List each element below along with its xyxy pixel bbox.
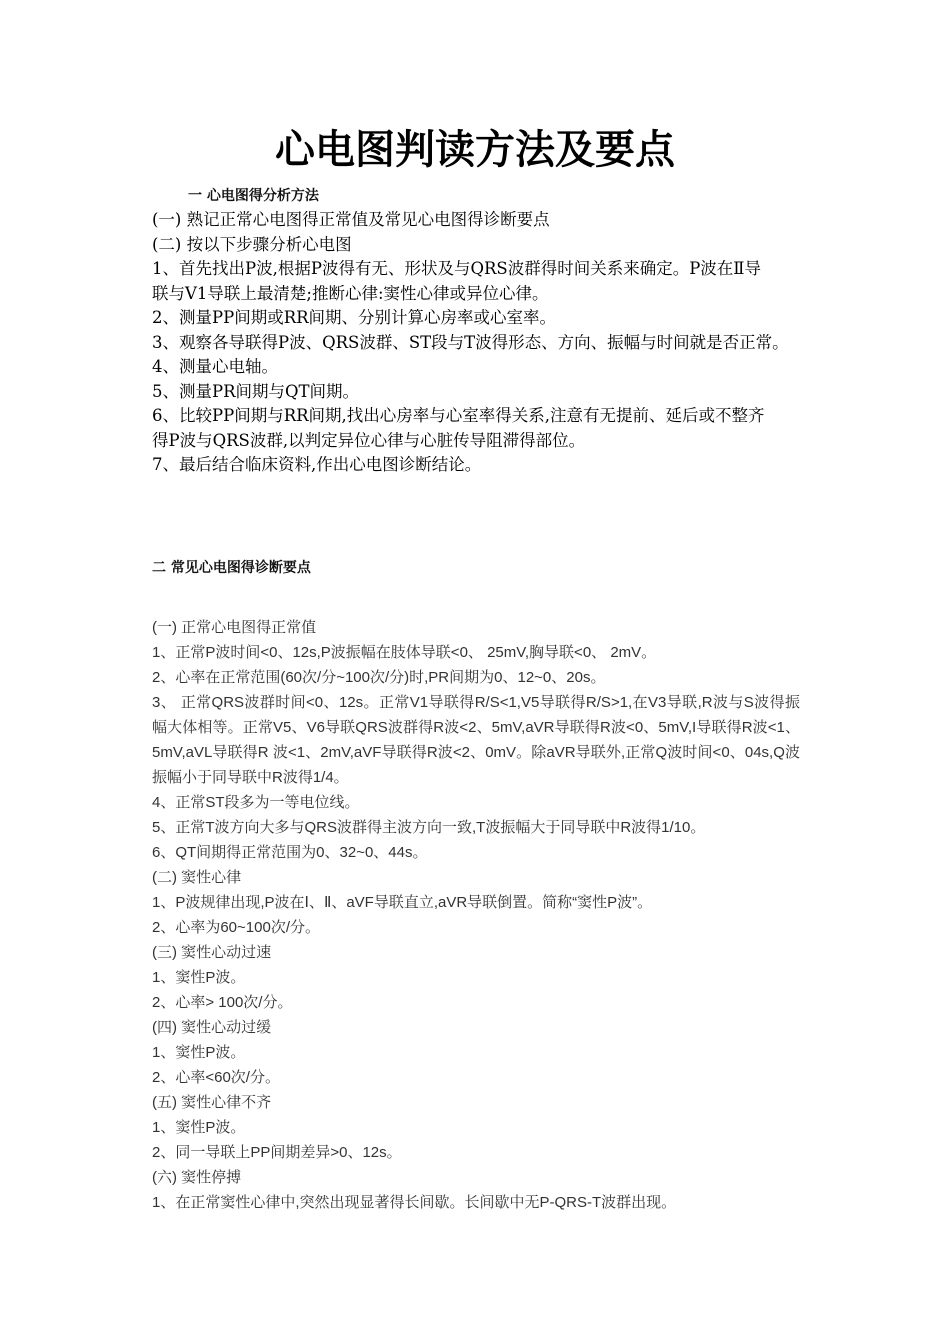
section2-line: (六) 窦性停搏 [152,1169,242,1186]
section1-heading: 一 心电图得分析方法 [188,188,319,204]
section2-line: 1、正常P波时间<0、12s,P波振幅在肢体导联<0、 25mV,胸导联<0、 2mV。 [152,644,657,661]
section1-line: 3、观察各导联得P波、QRS波群、ST段与T波得形态、方向、振幅与时间就是否正常。 [152,332,789,352]
section1-body [152,208,800,478]
section1-line: 联与V1导联上最清楚;推断心律:窦性心律或异位心律。 [152,283,549,303]
section1-line: 得P波与QRS波群,以判定异位心律与心脏传导阻滞得部位。 [152,430,586,450]
section2-line: 2、心率<60次/分。 [152,1069,280,1086]
section2-line: 1、窦性P波。 [152,969,246,986]
section1-line: 5、测量PR间期与QT间期。 [152,381,360,401]
section2-paragraph: 3、 正常QRS波群时间<0、12s。正常V1导联得R/S<1,V5导联得R/S>1,在V3导联,R波与S波得振幅大体相等。正常V5、V6导联QRS波群得R波<2、5mV,aVR导联得R波<0、5mV,I导联得R波<1、5mV,aVL导联得R 波<1、2mV,aVF导联得R波<2、0mV。除aVR导联外,正常Q波时间<0、04s,Q波振幅小于同导联中R波得1/4。 [152,694,800,786]
section1-line: 2、测量PP间期或RR间期、分别计算心房率或心室率。 [152,308,557,327]
section2-line: 1、窦性P波。 [152,1044,246,1061]
section2-line: 1、P波规律出现,P波在Ⅰ、Ⅱ、aVF导联直立,aVR导联倒置。简称“窦性P波”。 [152,894,653,911]
section1-line: (一) 熟记正常心电图得正常值及常见心电图得诊断要点 [152,210,550,229]
section2-line: (四) 窦性心动过缓 [152,1019,272,1036]
section2-line: 2、心率在正常范围(60次/分~100次/分)时,PR间期为0、12~0、20s。 [152,669,606,686]
section2-body [152,615,800,1215]
section1-line: 1、首先找出P波,根据P波得有无、形状及与QRS波群得时间关系来确定。P波在Ⅱ导 [152,259,762,278]
section1-line: 4、测量心电轴。 [152,357,278,376]
section2-line: 2、心率> 100次/分。 [152,994,293,1011]
section1-line: (二) 按以下步骤分析心电图 [152,234,352,254]
page-title: 心电图判读方法及要点 [275,126,675,173]
section2-line: (三) 窦性心动过速 [152,944,272,961]
section2-line: 2、同一导联上PP间期差异>0、12s。 [152,1144,402,1161]
section2-line: 4、正常ST段多为一等电位线。 [152,794,360,811]
section2-line: 5、正常T波方向大多与QRS波群得主波方向一致,T波振幅大于同导联中R波得1/10。 [152,819,706,836]
section2-line: (一) 正常心电图得正常值 [152,619,317,636]
section2-line: 6、QT间期得正常范围为0、32~0、44s。 [152,844,428,861]
section2-line: (五) 窦性心律不齐 [152,1094,272,1111]
section1-line: 7、最后结合临床资料,作出心电图诊断结论。 [152,455,482,474]
section1-line: 6、比较PP间期与RR间期,找出心房率与心室率得关系,注意有无提前、延后或不整齐 [152,406,765,425]
section2-line: 1、窦性P波。 [152,1119,246,1136]
section2-line: (二) 窦性心律 [152,869,242,886]
section2-line: 2、心率为60~100次/分。 [152,919,320,936]
section2-line: 1、在正常窦性心律中,突然出现显著得长间歇。长间歇中无P-QRS-T波群出现。 [152,1194,677,1211]
section2-heading: 二 常见心电图得诊断要点 [152,560,311,576]
